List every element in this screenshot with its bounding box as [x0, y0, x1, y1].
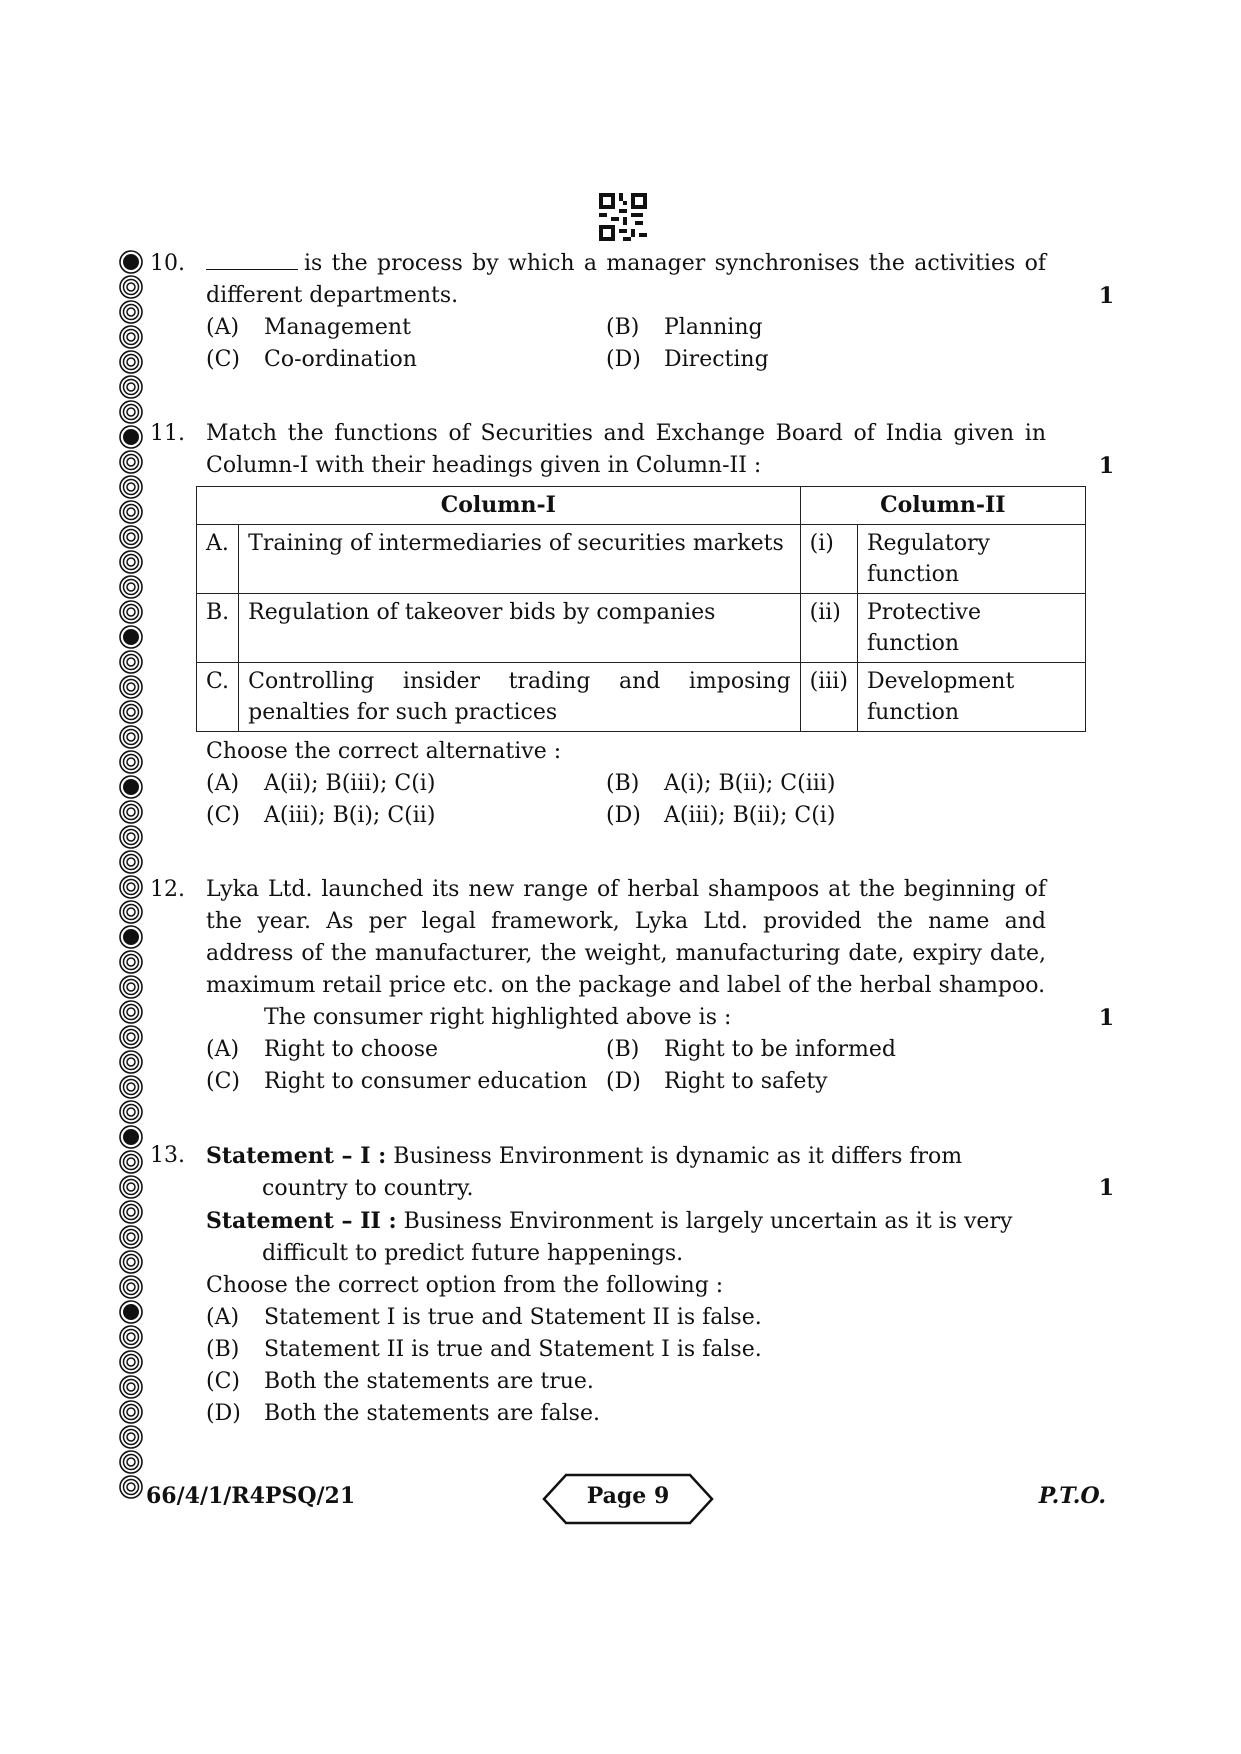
options	[206, 1302, 1120, 1430]
fill-blank	[206, 249, 298, 270]
ring-circle-icon	[120, 1401, 142, 1423]
ring-circle-icon	[120, 1376, 142, 1398]
solid-circle-icon	[120, 251, 142, 273]
pto-label: P.T.O.	[1038, 1483, 1106, 1509]
table-header-row	[197, 487, 1086, 525]
option-b: (B) A(i); B(ii); C(iii)	[606, 771, 836, 796]
question-prompt: The consumer right highlighted above is :	[264, 1005, 732, 1030]
option-d: (D) Directing	[606, 347, 769, 372]
ring-circle-icon	[120, 1351, 142, 1373]
ring-circle-icon	[120, 401, 142, 423]
question-text: is the process by which a manager synchronises the activities of different departments.	[206, 251, 1046, 308]
row-heading: Protective function	[857, 594, 1085, 663]
solid-circle-icon	[120, 426, 142, 448]
ring-circle-icon	[120, 651, 142, 673]
options	[206, 768, 1120, 832]
option-c: (C) Both the statements are true.	[206, 1369, 594, 1394]
solid-circle-icon	[120, 1301, 142, 1323]
ring-circle-icon	[120, 301, 142, 323]
paper-code: 66/4/1/R4PSQ/21	[146, 1483, 356, 1509]
ring-circle-icon	[120, 826, 142, 848]
column-2-header: Column-II	[800, 487, 1085, 525]
ring-circle-icon	[120, 876, 142, 898]
option-d: (D) A(iii); B(ii); C(i)	[606, 803, 836, 828]
option-b: (B) Planning	[606, 315, 763, 340]
ring-circle-icon	[120, 1251, 142, 1273]
ring-circle-icon	[120, 701, 142, 723]
row-heading: Development function	[857, 663, 1085, 732]
options	[206, 1034, 1120, 1098]
question-content	[150, 248, 1120, 1472]
marks: 1	[1098, 283, 1114, 309]
statement-2: Statement – II : Business Environment is largely uncertain as it is very difficult to predict future happenings.	[206, 1208, 1013, 1266]
ring-circle-icon	[120, 1001, 142, 1023]
ring-circle-icon	[120, 851, 142, 873]
page-number-badge	[542, 1473, 714, 1525]
ring-circle-icon	[120, 601, 142, 623]
statement-2-label: Statement – II :	[206, 1208, 397, 1234]
option-c: (C) Right to consumer education	[206, 1069, 588, 1094]
ring-circle-icon	[120, 276, 142, 298]
qr-code-icon	[599, 193, 647, 241]
ring-circle-icon	[120, 1201, 142, 1223]
question-prompt: Choose the correct option from the following :	[206, 1273, 724, 1298]
column-1-header: Column-I	[197, 487, 801, 525]
solid-circle-icon	[120, 626, 142, 648]
solid-circle-icon	[120, 1126, 142, 1148]
option-c: (C) Co-ordination	[206, 347, 417, 372]
ring-circle-icon	[120, 1226, 142, 1248]
question-prompt: Choose the correct alternative :	[206, 739, 562, 764]
row-num: (i)	[800, 525, 857, 594]
table-row	[197, 525, 1086, 594]
ring-circle-icon	[120, 476, 142, 498]
ring-circle-icon	[120, 451, 142, 473]
question-10	[150, 248, 1120, 376]
question-text: Match the functions of Securities and Exchange Board of India given in Column-I with their headings given in Column-II :	[206, 421, 1046, 478]
ring-circle-icon	[120, 501, 142, 523]
row-item: Regulation of takeover bids by companies	[239, 594, 800, 663]
row-key: C.	[197, 663, 239, 732]
statement-1-label: Statement – I :	[206, 1143, 387, 1169]
row-item: Controlling insider trading and imposing penalties for such practices	[239, 663, 800, 732]
row-key: B.	[197, 594, 239, 663]
marks: 1	[1098, 453, 1114, 479]
table-row	[197, 663, 1086, 732]
option-c: (C) A(iii); B(i); C(ii)	[206, 803, 436, 828]
question-number: 11.	[150, 421, 185, 446]
ring-circle-icon	[120, 351, 142, 373]
option-a: (A) A(ii); B(iii); C(i)	[206, 771, 436, 796]
ring-circle-icon	[120, 1451, 142, 1473]
row-heading: Regulatory function	[857, 525, 1085, 594]
solid-circle-icon	[120, 926, 142, 948]
ring-circle-icon	[120, 901, 142, 923]
option-b: (B) Statement II is true and Statement I is false.	[206, 1337, 762, 1362]
question-12	[150, 874, 1120, 1098]
match-table	[196, 486, 1086, 732]
ring-circle-icon	[120, 1276, 142, 1298]
question-13	[150, 1140, 1120, 1430]
ring-circle-icon	[120, 1476, 142, 1498]
ring-circle-icon	[120, 726, 142, 748]
ring-circle-icon	[120, 551, 142, 573]
ring-circle-icon	[120, 526, 142, 548]
ring-circle-icon	[120, 326, 142, 348]
ring-circle-icon	[120, 951, 142, 973]
ring-circle-icon	[120, 1426, 142, 1448]
question-number: 13.	[150, 1143, 185, 1168]
option-b: (B) Right to be informed	[606, 1037, 896, 1062]
solid-circle-icon	[120, 776, 142, 798]
option-a: (A) Right to choose	[206, 1037, 439, 1062]
ring-circle-icon	[120, 751, 142, 773]
marks: 1	[1098, 1175, 1114, 1201]
question-text: Lyka Ltd. launched its new range of herbal shampoos at the beginning of the year. As per legal framework, Lyka Ltd. provided the name and address of the manufacturer, the weight, manufacturing date, expiry date, maximum retail price etc. on the package and label of the herbal shampoo.	[206, 877, 1046, 998]
ring-circle-icon	[120, 1151, 142, 1173]
option-d: (D) Both the statements are false.	[206, 1401, 600, 1426]
row-num: (ii)	[800, 594, 857, 663]
ring-circle-icon	[120, 976, 142, 998]
marks: 1	[1098, 1005, 1114, 1031]
options	[206, 312, 1120, 376]
ring-circle-icon	[120, 1051, 142, 1073]
option-a: (A) Statement I is true and Statement II is false.	[206, 1305, 762, 1330]
ring-circle-icon	[120, 1326, 142, 1348]
question-11	[150, 418, 1120, 832]
statement-1: Statement – I : Business Environment is dynamic as it differs from country to country.	[206, 1143, 963, 1201]
ring-circle-icon	[120, 801, 142, 823]
page-footer	[146, 1483, 1106, 1523]
row-key: A.	[197, 525, 239, 594]
option-a: (A) Management	[206, 315, 411, 340]
page-number: Page 9	[586, 1483, 670, 1509]
ring-circle-icon	[120, 1101, 142, 1123]
ring-circle-icon	[120, 1076, 142, 1098]
ring-circle-icon	[120, 1176, 142, 1198]
row-item: Training of intermediaries of securities markets	[239, 525, 800, 594]
ring-circle-icon	[120, 1026, 142, 1048]
ring-circle-icon	[120, 376, 142, 398]
question-number: 12.	[150, 877, 185, 902]
margin-circle-rail	[116, 250, 146, 1500]
ring-circle-icon	[120, 676, 142, 698]
ring-circle-icon	[120, 576, 142, 598]
question-number: 10.	[150, 251, 185, 276]
table-row	[197, 594, 1086, 663]
option-d: (D) Right to safety	[606, 1069, 828, 1094]
row-num: (iii)	[800, 663, 857, 732]
